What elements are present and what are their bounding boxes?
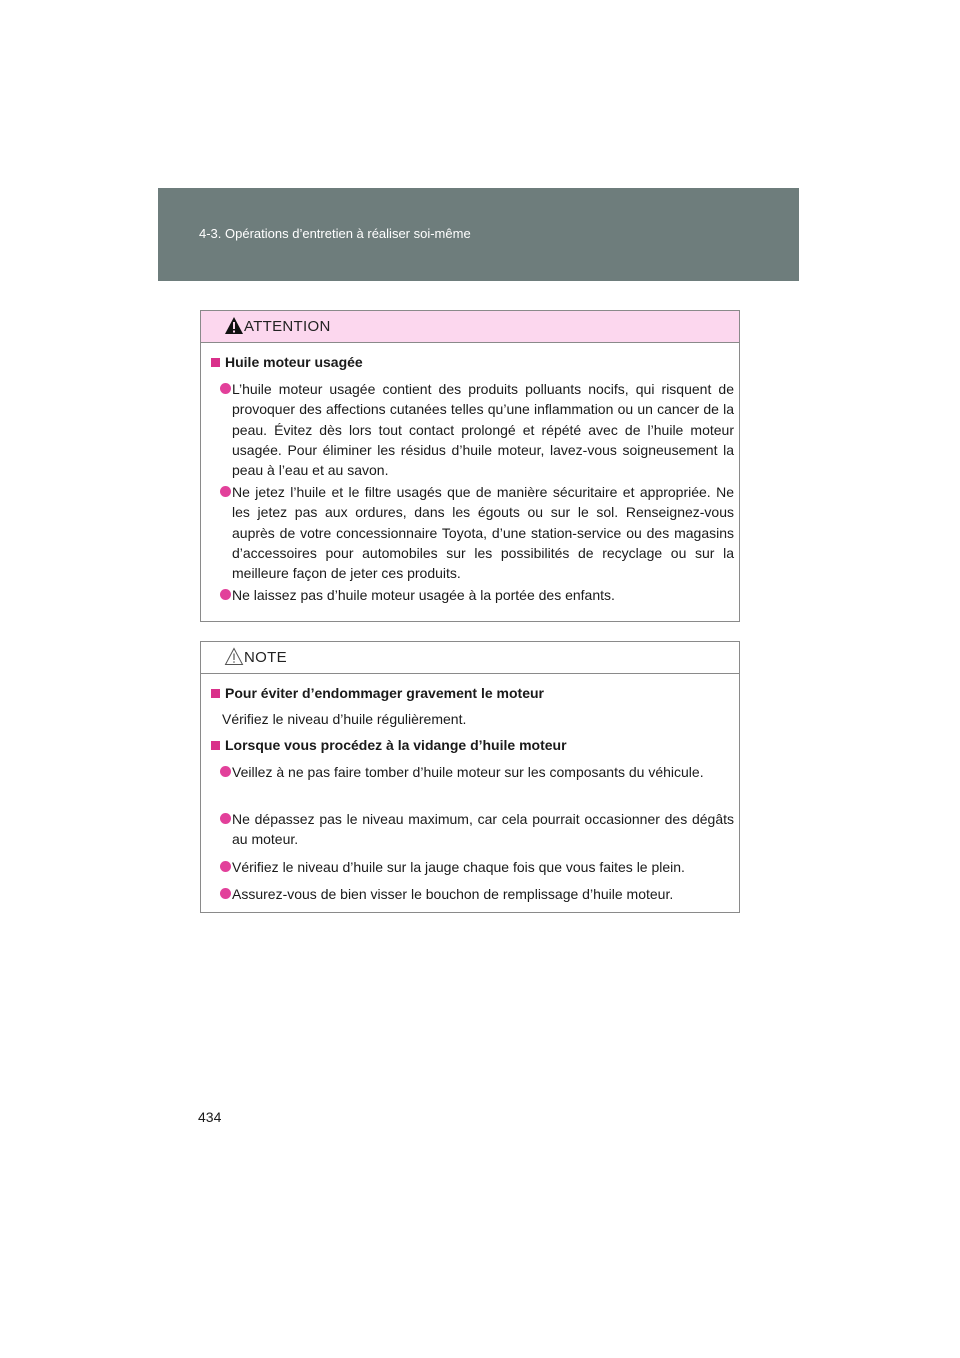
attention-label: ATTENTION xyxy=(244,318,331,335)
warning-outline-icon xyxy=(224,647,244,666)
section-title: Lorsque vous procédez à la vidange d’huile moteur xyxy=(211,737,567,753)
note-box xyxy=(200,641,740,913)
list-item: Veillez à ne pas faire tomber d’huile moteur sur les composants du véhicule. xyxy=(220,762,734,782)
attention-header xyxy=(201,311,739,343)
list-item: Vérifiez le niveau d’huile sur la jauge chaque fois que vous faites le plein. xyxy=(220,857,734,877)
page-number: 434 xyxy=(198,1109,222,1125)
bullet-dot-icon xyxy=(220,766,231,777)
list-item: Ne laissez pas d’huile moteur usagée à la portée des enfants. xyxy=(220,585,734,605)
list-item: Assurez-vous de bien visser le bouchon de remplissage d’huile moteur. xyxy=(220,884,734,904)
section-text: Vérifiez le niveau d’huile régulièrement. xyxy=(222,711,467,727)
section-title: Pour éviter d’endommager gravement le moteur xyxy=(211,685,544,701)
section-title: Huile moteur usagée xyxy=(211,354,363,370)
square-bullet-icon xyxy=(211,741,220,750)
square-bullet-icon xyxy=(211,358,220,367)
chapter-title: 4-3. Opérations d’entretien à réaliser soi-même xyxy=(199,226,471,241)
note-header xyxy=(201,642,739,674)
list-item: Ne dépassez pas le niveau maximum, car cela pourrait occasionner des dégâts au moteur. xyxy=(220,809,734,850)
bullet-dot-icon xyxy=(220,589,231,600)
list-item: L’huile moteur usagée contient des produits polluants nocifs, qui risquent de provoquer des affections cutanées telles qu’une inflammation ou un cancer de la peau. Évitez dès lors tout contact prolongé et répété avec de l’huile moteur usagée. Pour éliminer les résidus d’huile moteur, lavez-vous soigneusement la peau à l’eau et au savon. xyxy=(220,379,734,480)
bullet-dot-icon xyxy=(220,888,231,899)
list-item: Ne jetez l’huile et le filtre usagés que de manière sécuritaire et appropriée. Ne les jetez pas aux ordures, dans les égouts ou sur le sol. Renseignez-vous auprès de votre concessionnaire Toyota, d’une station-service ou des magasins d’accessoires pour automobiles sur les possibilités de recyclage ou sur la meilleure façon de jeter ces produits. xyxy=(220,482,734,583)
bullet-dot-icon xyxy=(220,813,231,824)
square-bullet-icon xyxy=(211,689,220,698)
bullet-dot-icon xyxy=(220,486,231,497)
attention-box xyxy=(200,310,740,622)
warning-filled-icon xyxy=(224,316,244,335)
chapter-header xyxy=(158,188,799,281)
bullet-dot-icon xyxy=(220,383,231,394)
bullet-dot-icon xyxy=(220,861,231,872)
note-label: NOTE xyxy=(244,649,287,666)
